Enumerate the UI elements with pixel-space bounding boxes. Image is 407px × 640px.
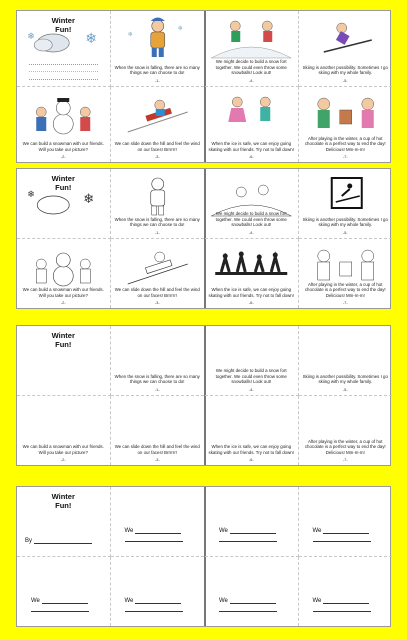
sled-art: [117, 244, 199, 288]
sheet-bw: [16, 168, 391, 309]
page-text: We can build a snowman with our friends. Will you take our picture?: [22, 287, 104, 298]
we-line: [313, 598, 370, 604]
child-snow-art: [117, 16, 199, 60]
page-text: We might decide to build a snow fort together. We could even throw some snowballs! Look out!: [215, 368, 287, 384]
sheet-text-right: [205, 326, 392, 465]
page-text: When the ice is safe, we can enjoy going skating with our friends. Try not to fall down!: [208, 141, 294, 152]
page-cell-5: [299, 169, 393, 239]
page-cell-7: [299, 396, 393, 466]
write-line[interactable]: [125, 541, 183, 542]
page-cell-7: [299, 239, 393, 309]
page-cell-2: [17, 396, 111, 466]
page-cell-5: [299, 11, 393, 87]
write-line[interactable]: [230, 533, 276, 534]
page-cell-6: [205, 87, 299, 163]
page-number: -4-: [248, 77, 254, 83]
page-text: After playing in the winter, a cup of hot chocolate is a perfect way to end the day! Delicious! Mm-m-m!: [304, 438, 386, 455]
book-title: Winter Fun!: [51, 331, 75, 349]
page-number: -3-: [154, 300, 160, 305]
write-line[interactable]: [323, 533, 369, 534]
write-line[interactable]: [313, 541, 371, 542]
cover-cell: [17, 326, 111, 396]
page-text: We might decide to build a snow fort together. We could even throw some snowballs! Look out!: [215, 211, 287, 227]
sheet-bw-left: [17, 169, 206, 308]
page-cell-6: [205, 396, 299, 466]
sheet-color-right: [205, 11, 392, 162]
page-cell-5: [299, 326, 393, 396]
page-cell-4: [205, 326, 299, 396]
cloud-icon: [23, 29, 104, 59]
page-cell-3: [111, 557, 205, 627]
child-in-snow-icon: [117, 16, 199, 60]
skier-icon: [305, 16, 387, 60]
page-text: We can slide down the hill and feel the wind on our faces! Brrrrrr!: [114, 287, 200, 298]
sheet-text-left: [17, 326, 206, 465]
snowball-art: [211, 16, 292, 60]
svg-text:❄: ❄: [83, 192, 95, 207]
svg-text:❄: ❄: [27, 32, 35, 42]
we-line: [125, 528, 182, 534]
page-number: -6-: [248, 457, 254, 462]
sheet-bw-right: [205, 169, 392, 308]
skier-art: [305, 174, 387, 218]
page-number: -4-: [248, 229, 254, 235]
page-cell-4: [205, 11, 299, 87]
sheet-blank: [16, 486, 391, 627]
page-text: Skiing is another possibility. Sometimes I go skiing with my whole family.: [302, 216, 388, 227]
cover-cell: [17, 11, 111, 87]
page-number: -7-: [342, 457, 348, 462]
page-cell-3: [111, 396, 205, 466]
page-cell-1: [111, 11, 205, 87]
page-text: When the ice is safe, we can enjoy going skating with our friends. Try not to fall down!: [208, 287, 294, 298]
we-label: We: [312, 527, 322, 534]
write-line[interactable]: [323, 603, 369, 604]
page-cell-1: [111, 326, 205, 396]
we-line: [313, 528, 370, 534]
write-line[interactable]: [219, 541, 277, 542]
extra-line: [219, 541, 277, 542]
cloud-icon: [23, 187, 104, 223]
skaters-icon: [211, 92, 292, 136]
we-line: [219, 598, 276, 604]
by-line: [25, 538, 92, 544]
page-text: When the snow is falling, there are so many things we can choose to do!: [114, 64, 200, 75]
sled-art: [117, 92, 199, 136]
sheet-color-left: [17, 11, 206, 162]
page-cell-2: [17, 87, 111, 163]
we-line: [125, 598, 182, 604]
write-line[interactable]: [135, 603, 181, 604]
hot-chocolate-art: [305, 92, 387, 136]
child-snow-art: [117, 174, 199, 218]
page-text: When the snow is falling, there are so many things we can choose to do!: [114, 373, 200, 384]
page-number: -5-: [342, 386, 348, 392]
snow-cloud-art: [23, 187, 104, 223]
page-cell-4: [205, 487, 299, 557]
page-text: We can build a snowman with our friends. Will you take our picture?: [22, 141, 104, 152]
we-label: We: [219, 598, 228, 604]
sled-icon: [117, 244, 199, 288]
page-text: We can slide down the hill and feel the wind on our faces! Brrrrrr!: [114, 444, 200, 455]
write-line[interactable]: [42, 603, 88, 604]
page-cell-3: [111, 87, 205, 163]
page-number: -2-: [60, 457, 66, 462]
write-line[interactable]: [125, 611, 183, 612]
we-line: [219, 528, 276, 534]
author-line[interactable]: [34, 543, 92, 544]
page-number: -6-: [248, 300, 254, 305]
skating-art: [211, 244, 292, 288]
page-number: -1-: [154, 386, 160, 392]
page-cell-7: [299, 87, 393, 163]
cover-cell: [17, 487, 111, 557]
snowman-art: [23, 92, 104, 136]
page-number: -1-: [154, 77, 160, 83]
page-cell-7: [299, 557, 393, 627]
page-cell-5: [299, 487, 393, 557]
page-text: After playing in the winter, a cup of hot chocolate is a perfect way to end the day! Delicious! Mm-m-m!: [304, 135, 386, 152]
page-number: -1-: [154, 229, 160, 235]
page-cell-6: [205, 557, 299, 627]
page-cell-4: [205, 169, 299, 239]
we-label: We: [124, 527, 134, 534]
page-number: -3-: [154, 154, 160, 159]
sheet-blank-right: [205, 487, 392, 626]
page-cell-1: [111, 487, 205, 557]
page-text: We can build a snowman with our friends. Will you take our picture?: [22, 444, 104, 455]
snowman-icon: [23, 92, 104, 136]
page-number: -3-: [154, 457, 160, 462]
skier-art: [305, 16, 387, 60]
write-line[interactable]: [31, 611, 89, 612]
we-label: We: [219, 527, 228, 534]
page-number: -5-: [342, 77, 348, 83]
write-line[interactable]: [219, 611, 277, 612]
page-cell-1: [111, 169, 205, 239]
page-number: -7-: [342, 154, 348, 159]
we-line: [31, 598, 88, 604]
write-line[interactable]: [313, 611, 371, 612]
extra-line: [125, 541, 183, 542]
book-title: Winter Fun!: [51, 492, 75, 510]
page-number: -2-: [60, 154, 66, 159]
page-text: We might decide to build a snow fort together. We could even throw some snowballs! Look out!: [215, 59, 287, 75]
write-line[interactable]: [230, 603, 276, 604]
we-label: We: [312, 598, 322, 604]
extra-line: [313, 611, 371, 612]
skating-art: [211, 92, 292, 136]
extra-line: [313, 541, 371, 542]
page-text: Skiing is another possibility. Sometimes I go skiing with my whole family.: [302, 64, 388, 75]
cover-cell: [17, 169, 111, 239]
svg-text:❄: ❄: [177, 26, 183, 32]
page-text: After playing in the winter, a cup of hot chocolate is a perfect way to end the day! Delicious! Mm-m-m!: [304, 281, 386, 298]
sheet-text-only: [16, 325, 391, 466]
page-number: -4-: [248, 386, 254, 392]
snow-cloud-art: [23, 29, 104, 59]
page-cell-2: [17, 239, 111, 309]
book-title: Winter Fun!: [51, 174, 75, 192]
page-number: -2-: [60, 300, 66, 305]
we-label: We: [124, 598, 134, 604]
svg-text:❄: ❄: [27, 190, 35, 200]
page-text: When the ice is safe, we can enjoy going skating with our friends. Try not to fall down!: [208, 444, 294, 455]
snowman-icon: [23, 244, 104, 288]
page-cell-3: [111, 239, 205, 309]
extra-line: [219, 611, 277, 612]
snowman-art: [23, 244, 104, 288]
child-in-snow-icon: [117, 174, 199, 218]
ski-sign-icon: [305, 174, 387, 218]
snowball-fight-icon: [211, 16, 292, 60]
extra-line: [125, 611, 183, 612]
sheet-color: [16, 10, 391, 163]
hot-chocolate-icon: [305, 92, 387, 136]
page-number: -7-: [342, 300, 348, 305]
page-number: -5-: [342, 229, 348, 235]
skaters-silhouette-icon: [211, 244, 292, 288]
extra-line: [31, 611, 89, 612]
sled-icon: [117, 92, 199, 136]
book-title: Winter Fun!: [51, 16, 75, 34]
by-label: By: [25, 537, 33, 544]
svg-text:❄: ❄: [85, 31, 97, 47]
page-number: -6-: [248, 154, 254, 159]
page-text: When the snow is falling, there are so many things we can choose to do!: [114, 216, 200, 227]
svg-text:❄: ❄: [127, 32, 133, 38]
page-cell-6: [205, 239, 299, 309]
name-lines: [29, 64, 98, 80]
page-text: Skiing is another possibility. Sometimes I go skiing with my whole family.: [302, 373, 388, 384]
sheet-blank-left: [17, 487, 206, 626]
page-cell-2: [17, 557, 111, 627]
write-line[interactable]: [135, 533, 181, 534]
page-text: We can slide down the hill and feel the wind on our faces! Brrrrrr!: [114, 141, 200, 152]
we-label: We: [31, 598, 40, 604]
